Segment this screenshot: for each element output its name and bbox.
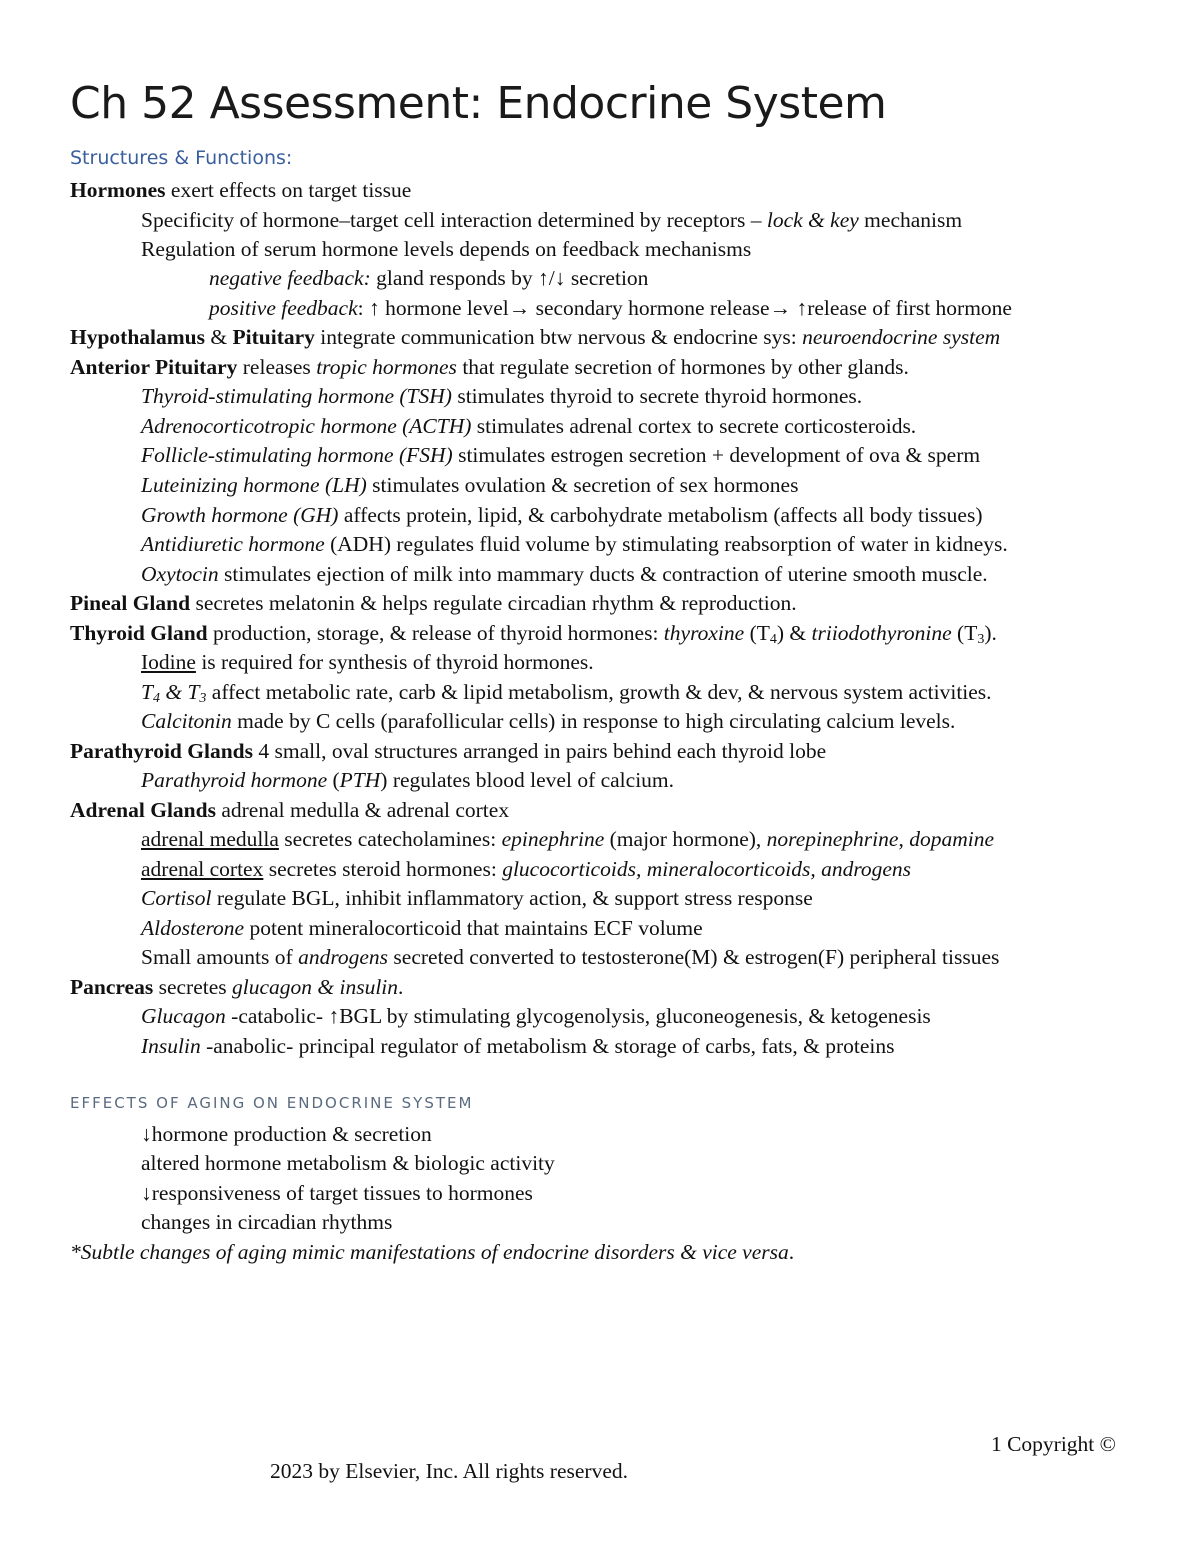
specificity-line: Specificity of hormone–target cell interaction determined by receptors – lock & key mechanism xyxy=(141,208,963,232)
anterior-pituitary-line: Anterior Pituitary releases tropic hormones that regulate secretion of hormones by other glands. xyxy=(70,355,909,379)
structures-heading: Structures & Functions: xyxy=(70,147,293,169)
list-item: Adrenocorticotropic hormone (ACTH) stimulates adrenal cortex to secrete corticosteroids. xyxy=(141,414,917,438)
list-item: Oxytocin stimulates ejection of milk into mammary ducts & contraction of uterine smooth muscle. xyxy=(141,562,988,586)
list-item: Follicle-stimulating hormone (FSH) stimulates estrogen secretion + development of ova & sperm xyxy=(141,443,981,467)
list-item: Growth hormone (GH) affects protein, lipid, & carbohydrate metabolism (affects all body tissues) xyxy=(141,503,983,527)
thyroid-line: Thyroid Gland production, storage, & release of thyroid hormones: thyroxine $(T_4)$ & triiodothyronine $(T_3)$. xyxy=(70,621,997,647)
glucagon-line: Glucagon -catabolic- ↑BGL by stimulating glycogenolysis, gluconeogenesis, & ketogenesis xyxy=(141,1004,931,1028)
list-item: Thyroid-stimulating hormone (TSH) stimulates thyroid to secrete thyroid hormones. xyxy=(141,384,863,408)
pineal-line: Pineal Gland secretes melatonin & helps regulate circadian rhythm & reproduction. xyxy=(70,591,797,615)
pancreas-line: Pancreas secretes glucagon & insulin. xyxy=(70,975,404,999)
page-title: Ch 52 Assessment: Endocrine System xyxy=(70,78,887,129)
page-number-copyright: 1 Copyright © xyxy=(990,1432,1116,1456)
list-item: ↓responsiveness of target tissues to hormones xyxy=(141,1181,533,1205)
regulation-line: Regulation of serum hormone levels depends on feedback mechanisms xyxy=(141,237,752,261)
aldosterone-line: Aldosterone potent mineralocorticoid that maintains ECF volume xyxy=(141,916,703,940)
list-item: changes in circadian rhythms xyxy=(141,1210,393,1234)
hypothalamus-line: Hypothalamus & Pituitary integrate communication btw nervous & endocrine sys: neuroendocrine system xyxy=(70,325,1001,349)
positive-feedback-line: positive feedback: ↑ hormone level→ secondary hormone release→ ↑release of first hormone xyxy=(209,296,1012,320)
pth-line: Parathyroid hormone (PTH) regulates blood level of calcium. xyxy=(141,768,675,792)
cortisol-line: Cortisol regulate BGL, inhibit inflammatory action, & support stress response xyxy=(141,886,813,910)
t4-t3-line: $T_4$ & $T_3$ affect metabolic rate, carb & lipid metabolism, growth & dev, & nervous system activities. xyxy=(141,680,992,706)
list-item: altered hormone metabolism & biologic activity xyxy=(141,1151,555,1175)
insulin-line: Insulin -anabolic- principal regulator of metabolism & storage of carbs, fats, & proteins xyxy=(141,1034,895,1058)
list-item: Antidiuretic hormone (ADH) regulates fluid volume by stimulating reabsorption of water in kidneys. xyxy=(141,532,1008,556)
adrenal-line: Adrenal Glands adrenal medulla & adrenal cortex xyxy=(70,798,510,822)
aging-note: *Subtle changes of aging mimic manifestations of endocrine disorders & vice versa. xyxy=(70,1240,795,1264)
aging-heading: EFFECTS OF AGING ON ENDOCRINE SYSTEM xyxy=(70,1094,474,1112)
copyright-rights: 2023 by Elsevier, Inc. All rights reserved. xyxy=(270,1459,628,1483)
list-item: ↓hormone production & secretion xyxy=(141,1122,432,1146)
calcitonin-line: Calcitonin made by C cells (parafollicular cells) in response to high circulating calcium levels. xyxy=(141,709,956,733)
hormones-line: Hormones exert effects on target tissue xyxy=(70,178,412,202)
iodine-line: Iodine is required for synthesis of thyroid hormones. xyxy=(141,650,594,674)
adrenal-cortex-line: adrenal cortex secretes steroid hormones: glucocorticoids, mineralocorticoids, androgens xyxy=(141,857,912,881)
parathyroid-line: Parathyroid Glands 4 small, oval structures arranged in pairs behind each thyroid lobe xyxy=(70,739,827,763)
negative-feedback-line: negative feedback: gland responds by ↑/↓ secretion xyxy=(209,266,649,290)
list-item: Luteinizing hormone (LH) stimulates ovulation & secretion of sex hormones xyxy=(141,473,799,497)
adrenal-medulla-line: adrenal medulla secretes catecholamines: epinephrine (major hormone), norepinephrine, dopamine xyxy=(141,827,994,851)
androgens-line: Small amounts of androgens secreted converted to testosterone(M) & estrogen(F) peripheral tissues xyxy=(141,945,1000,969)
